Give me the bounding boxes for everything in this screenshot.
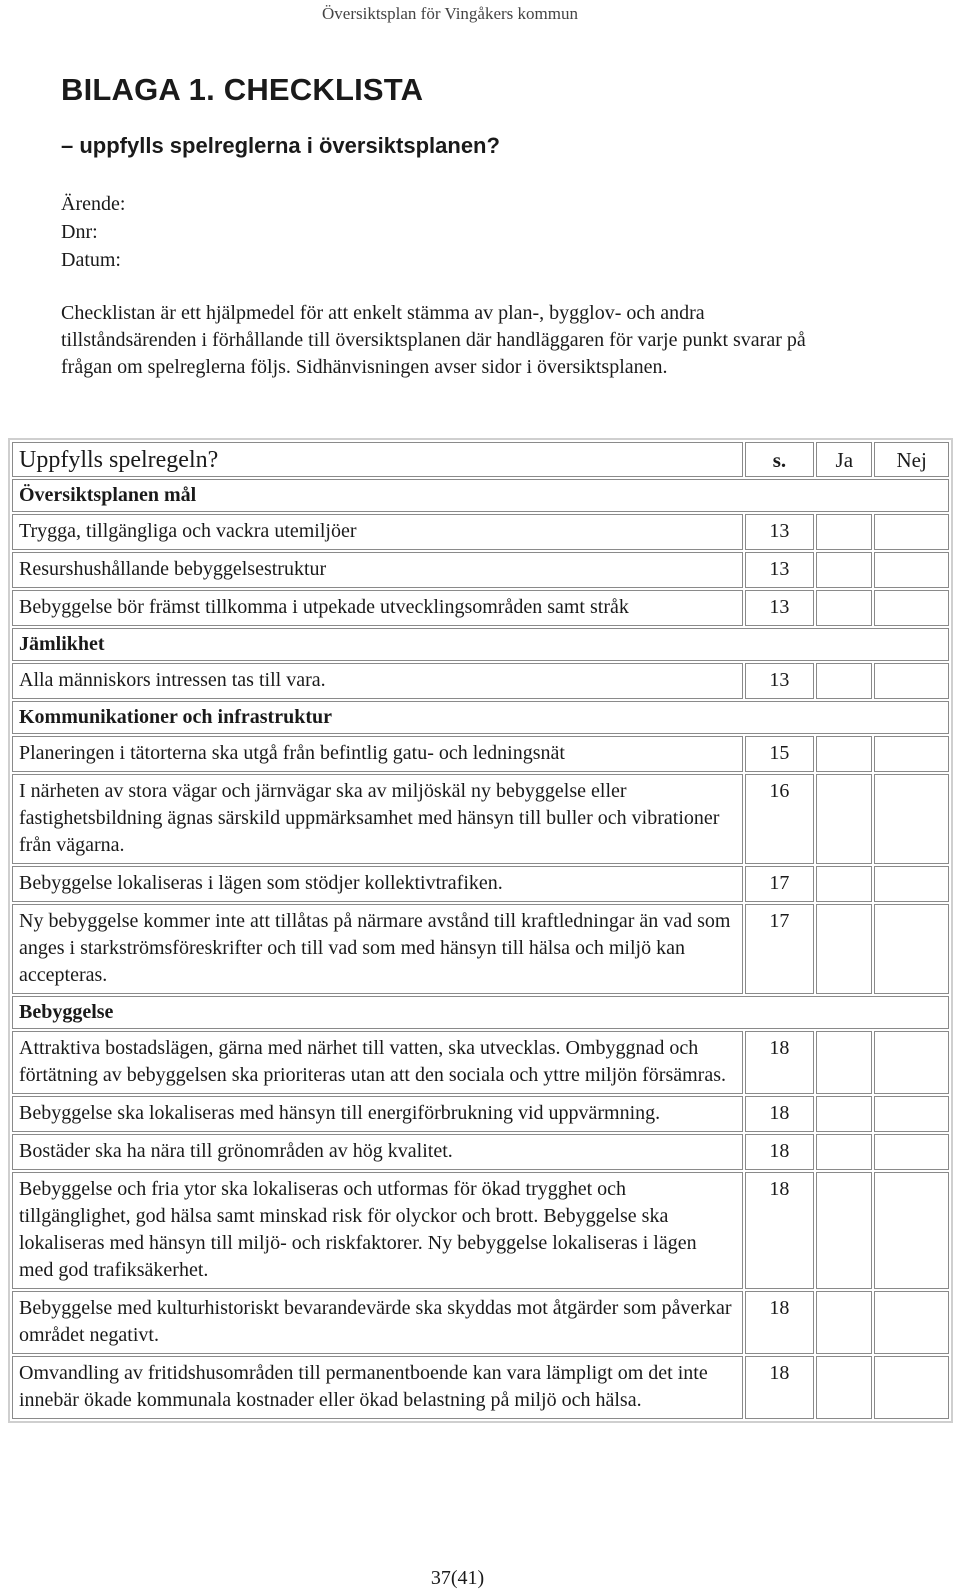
rule-text: Trygga, tillgängliga och vackra utemiljöer xyxy=(12,514,743,550)
header-page: s. xyxy=(745,442,814,477)
section-title: Bebyggelse xyxy=(12,996,949,1029)
yes-checkbox[interactable] xyxy=(816,1031,872,1094)
table-row xyxy=(12,514,949,550)
table-row xyxy=(12,552,949,588)
rule-text: Planeringen i tätorterna ska utgå från befintlig gatu- och ledningsnät xyxy=(12,736,743,772)
yes-checkbox[interactable] xyxy=(816,1356,872,1419)
no-checkbox[interactable] xyxy=(874,1096,949,1132)
table-row xyxy=(12,1356,949,1419)
running-header: Översiktsplan för Vingåkers kommun xyxy=(322,4,578,23)
table-header-row xyxy=(12,442,949,477)
intro-paragraph: Checklistan är ett hjälpmedel för att enkelt stämma av plan-, bygglov- och andra tillståndsärenden i förhållande till översiktsplanen där handläggaren för varje punkt svarar på frågan om spelreglerna följs. Sidhänvisningen avser sidor i översiktsplanen. xyxy=(61,302,806,378)
header-question: Uppfylls spelregeln? xyxy=(12,442,743,477)
page-reference: 18 xyxy=(745,1356,814,1419)
yes-checkbox[interactable] xyxy=(816,736,872,772)
yes-checkbox[interactable] xyxy=(816,904,872,994)
header-no: Nej xyxy=(874,442,949,477)
page-reference: 18 xyxy=(745,1291,814,1354)
no-checkbox[interactable] xyxy=(874,1291,949,1354)
table-row xyxy=(12,1172,949,1289)
rule-text: Bostäder ska ha nära till grönområden av hög kvalitet. xyxy=(12,1134,743,1170)
page-reference: 13 xyxy=(745,514,814,550)
page-reference: 13 xyxy=(745,552,814,588)
yes-checkbox[interactable] xyxy=(816,866,872,902)
section-title: Jämlikhet xyxy=(12,628,949,661)
table-row xyxy=(12,663,949,699)
yes-checkbox[interactable] xyxy=(816,552,872,588)
page-reference: 15 xyxy=(745,736,814,772)
page-reference: 13 xyxy=(745,590,814,626)
no-checkbox[interactable] xyxy=(874,736,949,772)
checklist-table xyxy=(8,438,953,1423)
section-header-row xyxy=(12,701,949,734)
yes-checkbox[interactable] xyxy=(816,1096,872,1132)
table-row xyxy=(12,1031,949,1094)
table-row xyxy=(12,774,949,864)
rule-text: Ny bebyggelse kommer inte att tillåtas på närmare avstånd till kraftledningar än vad som anges i starkströmsföreskrifter och till vad som med hänsyn till hälsa och miljö kan accepteras. xyxy=(12,904,743,994)
rule-text: Bebyggelse lokaliseras i lägen som stödjer kollektivtrafiken. xyxy=(12,866,743,902)
table-row xyxy=(12,904,949,994)
section-header-row xyxy=(12,996,949,1029)
dnr-label: Dnr: xyxy=(61,221,98,243)
page-number: 37(41) xyxy=(430,1567,485,1589)
section-title: Kommunikationer och infrastruktur xyxy=(12,701,949,734)
rule-text: Attraktiva bostadslägen, gärna med närhet till vatten, ska utvecklas. Ombyggnad och förtätning av bebyggelsen ska prioriteras utan att den sociala och yttre miljön försämras. xyxy=(12,1031,743,1094)
document-subtitle: – uppfylls spelreglerna i översiktsplanen? xyxy=(61,133,500,158)
document-title: BILAGA 1. CHECKLISTA xyxy=(61,72,424,107)
datum-label: Datum: xyxy=(61,249,121,271)
rule-text: Bebyggelse bör främst tillkomma i utpekade utvecklingsområden samt stråk xyxy=(12,590,743,626)
page-reference: 18 xyxy=(745,1096,814,1132)
page-reference: 16 xyxy=(745,774,814,864)
no-checkbox[interactable] xyxy=(874,904,949,994)
rule-text: Bebyggelse och fria ytor ska lokaliseras och utformas för ökad trygghet och tillgänglighet, god hälsa samt minskad risk för olyckor och brott. Bebyggelse ska lokaliseras med hänsyn till miljö- och riskfaktorer. Ny bebyggelse lokaliseras i lägen med god trafiksäkerhet. xyxy=(12,1172,743,1289)
no-checkbox[interactable] xyxy=(874,1134,949,1170)
no-checkbox[interactable] xyxy=(874,774,949,864)
page-reference: 18 xyxy=(745,1172,814,1289)
rule-text: Alla människors intressen tas till vara. xyxy=(12,663,743,699)
page-reference: 17 xyxy=(745,866,814,902)
no-checkbox[interactable] xyxy=(874,590,949,626)
no-checkbox[interactable] xyxy=(874,1172,949,1289)
no-checkbox[interactable] xyxy=(874,1031,949,1094)
rule-text: I närheten av stora vägar och järnvägar ska av miljöskäl ny bebyggelse eller fastighetsbildning ägnas särskild uppmärksamhet med hänsyn till buller och vibrationer från vägarna. xyxy=(12,774,743,864)
yes-checkbox[interactable] xyxy=(816,774,872,864)
page-reference: 17 xyxy=(745,904,814,994)
table-row xyxy=(12,1096,949,1132)
no-checkbox[interactable] xyxy=(874,866,949,902)
table-row xyxy=(12,1291,949,1354)
rule-text: Resurshushållande bebyggelsestruktur xyxy=(12,552,743,588)
yes-checkbox[interactable] xyxy=(816,663,872,699)
yes-checkbox[interactable] xyxy=(816,514,872,550)
section-header-row xyxy=(12,479,949,512)
arende-label: Ärende: xyxy=(61,193,126,215)
rule-text: Bebyggelse med kulturhistoriskt bevarandevärde ska skyddas mot åtgärder som påverkar området negativt. xyxy=(12,1291,743,1354)
table-row xyxy=(12,866,949,902)
section-header-row xyxy=(12,628,949,661)
no-checkbox[interactable] xyxy=(874,514,949,550)
rule-text: Bebyggelse ska lokaliseras med hänsyn till energiförbrukning vid uppvärmning. xyxy=(12,1096,743,1132)
yes-checkbox[interactable] xyxy=(816,1134,872,1170)
no-checkbox[interactable] xyxy=(874,552,949,588)
yes-checkbox[interactable] xyxy=(816,590,872,626)
page-reference: 18 xyxy=(745,1031,814,1094)
rule-text: Omvandling av fritidshusområden till permanentboende kan vara lämpligt om det inte innebär ökade kommunala kostnader eller ökad belastning på miljö och hälsa. xyxy=(12,1356,743,1419)
table-row xyxy=(12,736,949,772)
yes-checkbox[interactable] xyxy=(816,1291,872,1354)
no-checkbox[interactable] xyxy=(874,663,949,699)
table-row xyxy=(12,1134,949,1170)
yes-checkbox[interactable] xyxy=(816,1172,872,1289)
section-title: Översiktsplanen mål xyxy=(12,479,949,512)
page-reference: 13 xyxy=(745,663,814,699)
no-checkbox[interactable] xyxy=(874,1356,949,1419)
case-fields xyxy=(61,190,125,274)
header-yes: Ja xyxy=(816,442,872,477)
page-reference: 18 xyxy=(745,1134,814,1170)
table-row xyxy=(12,590,949,626)
